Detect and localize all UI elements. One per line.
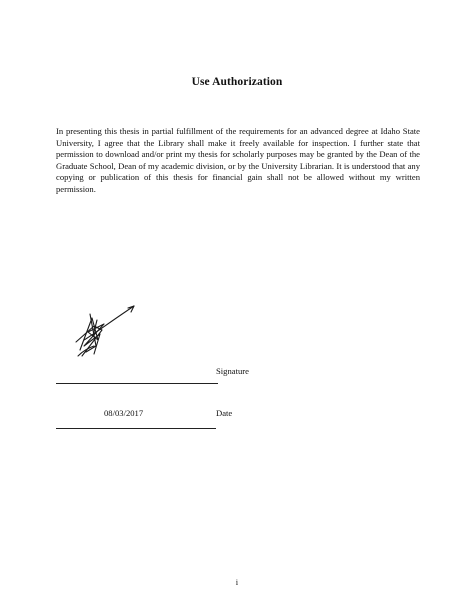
signature-label: Signature	[216, 366, 249, 376]
page-number: i	[235, 577, 239, 587]
date-line	[56, 428, 216, 429]
handwritten-signature-icon	[64, 296, 148, 366]
date-label: Date	[216, 408, 233, 418]
page-title: Use Authorization	[191, 76, 283, 88]
date-value: 08/03/2017	[104, 408, 144, 418]
authorization-statement: In presenting this thesis in partial fulfillment of the requirements for an advanced degree at Idaho State University, I agree that the Library shall make it freely available for inspection. I further state that permission to download and/or print my thesis for scholarly purposes may be granted by the Dean of the Graduate School, Dean of my academic division, or by the University Librarian. It is understood that any copying or publication of this thesis for financial gain shall not be allowed without my written permission.	[56, 126, 420, 194]
signature-line	[56, 383, 218, 384]
